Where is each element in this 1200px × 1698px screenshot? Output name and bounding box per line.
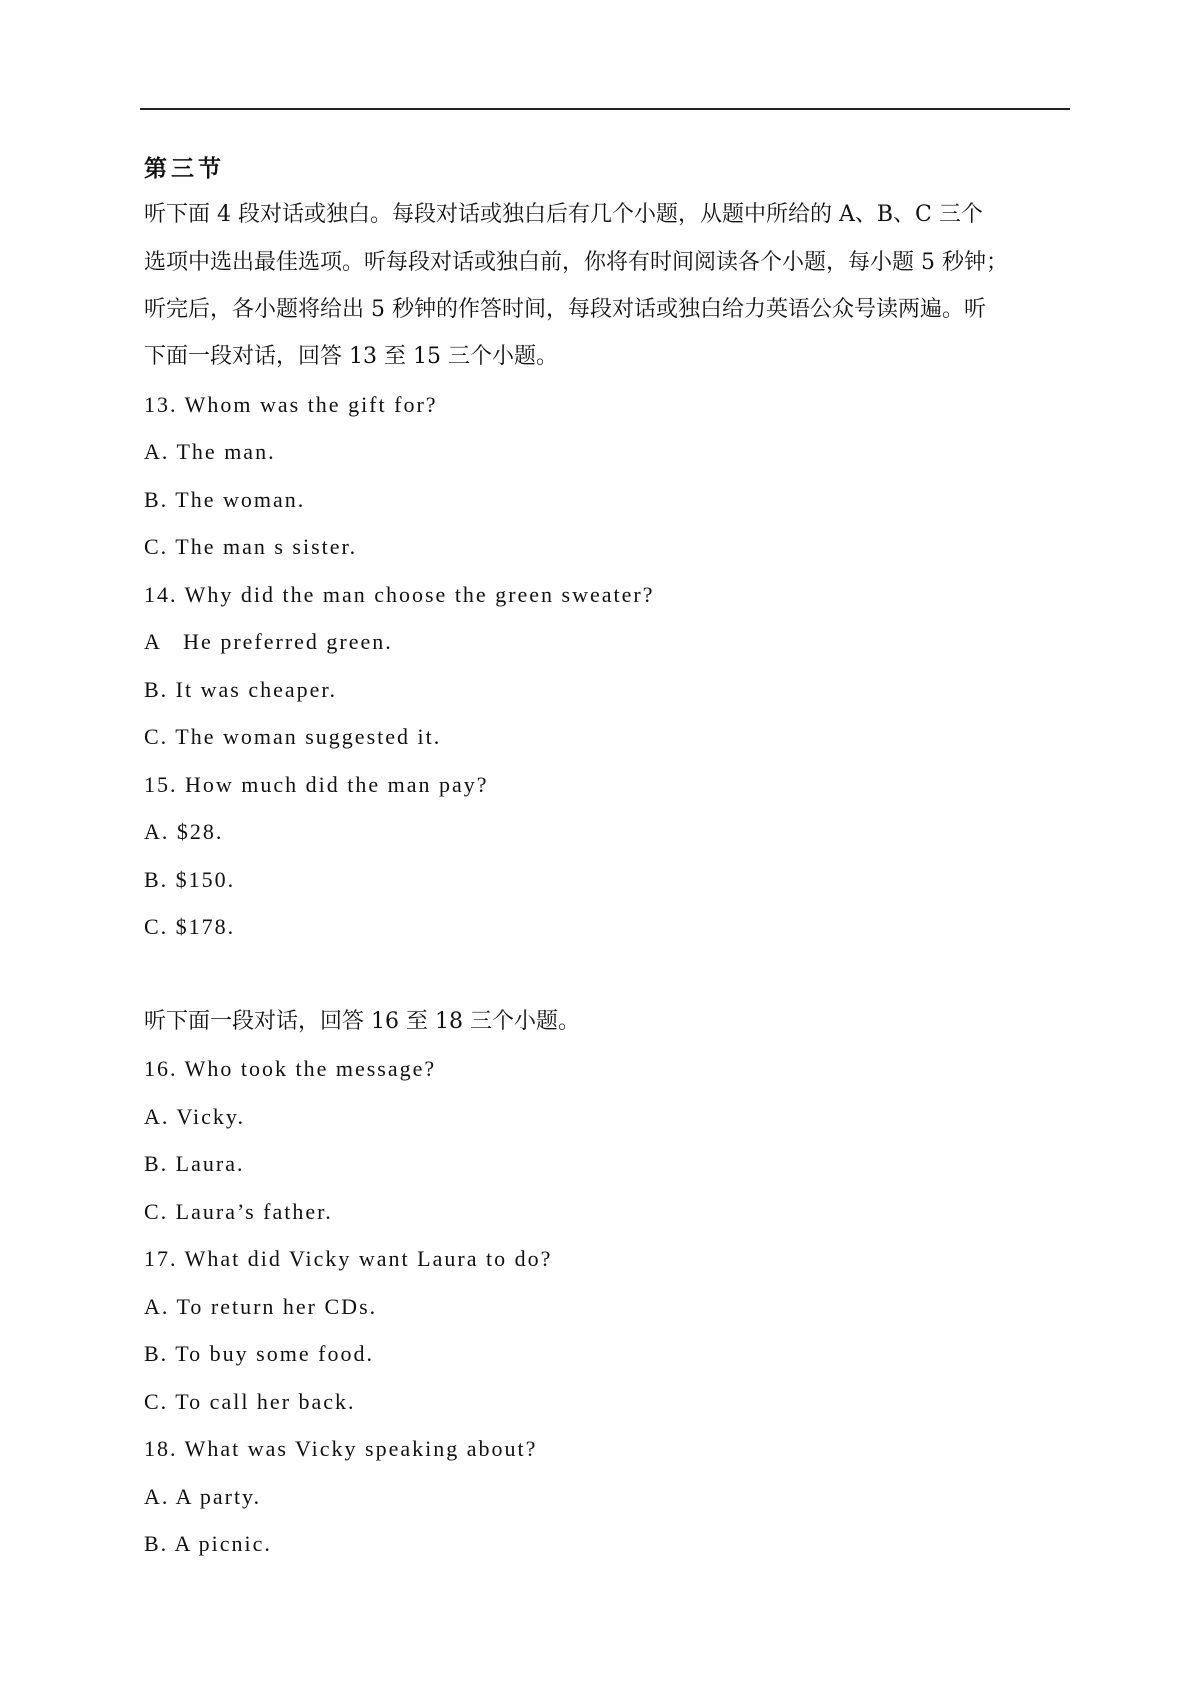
q13-option-b: B. The woman. xyxy=(144,487,306,512)
section-title: 第三节 xyxy=(144,155,225,182)
header-rule xyxy=(140,108,1070,110)
q17-option-b: B. To buy some food. xyxy=(144,1341,374,1366)
q15-option-b: B. $150. xyxy=(144,867,236,892)
q17-option-a: A. To return her CDs. xyxy=(144,1294,378,1319)
q15-option-a: A. $28. xyxy=(144,819,224,844)
instructions-line-1: 听下面 4 段对话或独白。每段对话或独白后有几个小题，从题中所给的 A、B、C 三个 xyxy=(144,202,983,227)
question-18: 18. What was Vicky speaking about? xyxy=(144,1436,538,1461)
dialogue-2-intro: 听下面一段对话，回答 16 至 18 三个小题。 xyxy=(144,1009,580,1034)
q15-option-c: C. $178. xyxy=(144,914,236,939)
q13-option-c: C. The man s sister. xyxy=(144,534,358,559)
q14-option-a: A He preferred green. xyxy=(144,629,393,654)
q14-option-b: B. It was cheaper. xyxy=(144,677,337,702)
q16-option-b: B. Laura. xyxy=(144,1151,245,1176)
q16-option-a: A. Vicky. xyxy=(144,1104,246,1129)
q14-option-c: C. The woman suggested it. xyxy=(144,724,442,749)
instructions-line-3: 听完后，各小题将给出 5 秒钟的作答时间，每段对话或独白给力英语公众号读两遍。听 xyxy=(144,297,986,322)
q18-option-a: A. A party. xyxy=(144,1484,262,1509)
question-16: 16. Who took the message? xyxy=(144,1056,437,1081)
q18-option-b: B. A picnic. xyxy=(144,1531,272,1556)
instructions-line-4: 下面一段对话，回答 13 至 15 三个小题。 xyxy=(144,344,558,369)
question-17: 17. What did Vicky want Laura to do? xyxy=(144,1246,553,1271)
q13-option-a: A. The man. xyxy=(144,439,276,464)
question-13: 13. Whom was the gift for? xyxy=(144,392,438,417)
question-14: 14. Why did the man choose the green sweater? xyxy=(144,582,655,607)
q17-option-c: C. To call her back. xyxy=(144,1389,356,1414)
q16-option-c: C. Laura’s father. xyxy=(144,1199,333,1224)
question-15: 15. How much did the man pay? xyxy=(144,772,489,797)
instructions-line-2: 选项中选出最佳选项。听每段对话或独白前，你将有时间阅读各个小题，每小题 5 秒钟； xyxy=(144,250,1008,275)
